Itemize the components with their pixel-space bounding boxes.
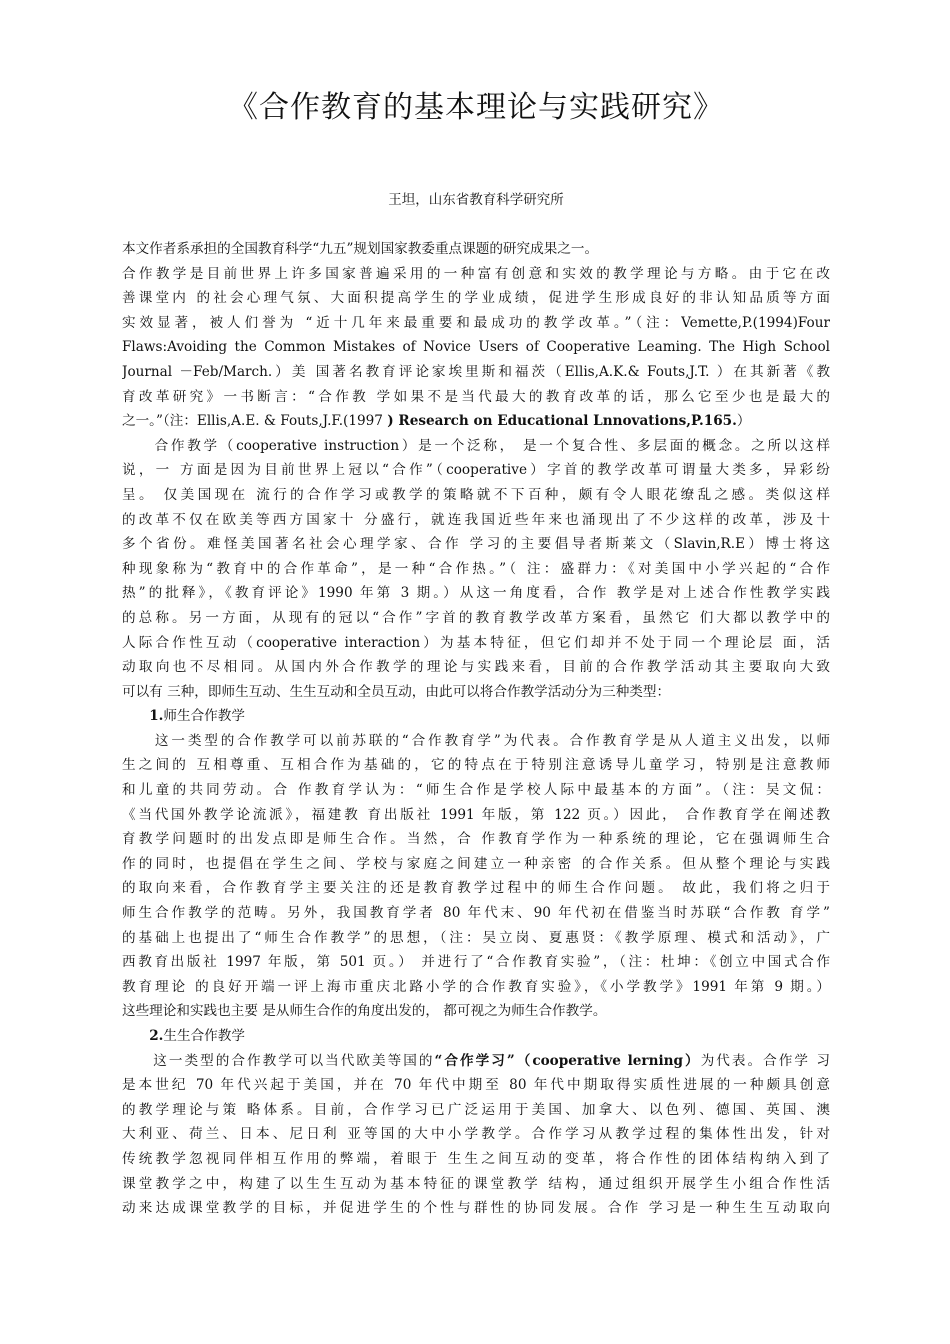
text-line (122, 753, 830, 778)
text-line (122, 581, 830, 606)
bold-text: ) Research on Educational Lnnovations,P.165. (387, 413, 737, 430)
line-text: 育教学问题时的出发点即是师生合作。当然，合 作教育学作为一种系统的理论，它在强调师生合 (122, 831, 830, 848)
line-text: 说，一 方面是因为目前世界上冠以“合作”（cooperative）字首的教学改革可谓量大类多，异彩纷 (122, 462, 830, 479)
page-title: 《合作教育的基本理论与实践研究》 (228, 90, 724, 125)
text-line (122, 335, 830, 360)
bold-text: 2. (149, 1028, 164, 1044)
text-line (122, 901, 830, 926)
line-text: 这一类型的合作教学可以前苏联的“合作教育学”为代表。合作教育学是从人道主义出发，以师 (122, 732, 830, 749)
line-text: 生生合作教学 (163, 1028, 245, 1044)
line-text: 《当代国外教学论流派》，福建教 育出版社 1991 年版，第 122 页。）因此， 合作教育学在阐述教 (122, 806, 830, 823)
text-line (122, 237, 830, 262)
line-text: 是本世纪 70 年代兴起于美国，并在 70 年代中期至 80 年代中期取得实质性进展的一种颇具创意 (122, 1077, 830, 1094)
line-text: ） (736, 413, 751, 430)
text-line (122, 1122, 830, 1147)
line-text (122, 1028, 149, 1044)
line-text: 教育理论 的良好开端一评上海市重庆北路小学的合作教育实验》，《小学教学》1991 年第 9 期。） (122, 978, 830, 995)
line-text: 大利亚、荷兰、日本、尼日利 亚等国的大中小学教学。合作学习从教学过程的集体性出发，针对 (122, 1126, 830, 1143)
line-text: 的改革不仅在欧美等西方国家十 分盛行，就连我国近些年来也涌现出了不少这样的改革，涉及十 (122, 511, 830, 528)
line-text: 之一。”（注：Ellis,A.E. & Fouts,J.F.(1997 (122, 413, 388, 430)
text-line (122, 1196, 830, 1221)
text-line (122, 458, 830, 483)
line-text: 本文作者系承担的全国教育科学“九五”规划国家教委重点课题的研究成果之一。 (122, 241, 599, 257)
text-line (122, 557, 830, 582)
text-line (122, 532, 830, 557)
text-line (122, 1024, 830, 1049)
text-line (122, 483, 830, 508)
line-text: 为代表。合作学 习 (700, 1052, 830, 1069)
text-line (122, 631, 830, 656)
author-line: 王坦，山东省教育科学研究所 (388, 192, 564, 208)
line-text: 这一类型的合作教学可以当代欧美等国的 (122, 1052, 435, 1069)
line-text: 作的同时，也提倡在学生之间、学校与家庭之间建立一种亲密 的合作关系。但从整个理论与实践 (122, 855, 830, 872)
line-text: 的取向来看，合作教育学主要关注的还是教育教学过程中的师生合作问题。 故此，我们将之归于 (122, 880, 830, 897)
line-text: 师生合作教学的范畴。另外，我国教育学者 80 年代末、90 年代初在借鉴当时苏联“合作教 育学” (122, 905, 830, 922)
text-line (122, 360, 830, 385)
text-line (122, 286, 830, 311)
text-line (122, 680, 830, 705)
text-line (122, 852, 830, 877)
text-line (122, 975, 830, 1000)
line-text: 热”的批释》，《教育评论》1990 年第 3 期。）从这一角度看，合作 教学是对上述合作性教学实践 (122, 585, 830, 602)
line-text (122, 708, 149, 724)
text-line (122, 803, 830, 828)
line-text: 善课堂内 的社会心理气氛、大面积提高学生的学业成绩，促进学生形成良好的非认知品质等方面 (122, 290, 830, 307)
line-text: 可以有 三种，即师生互动、生生互动和全员互动，由此可以将合作教学活动分为三种类型： (122, 683, 671, 700)
text-line (122, 950, 830, 975)
text-line (122, 1049, 830, 1074)
line-text: 种现象称为“教育中的合作革命”，是一种“合作热。”（ 注：盛群力：《对美国中小学兴起的“合作 (122, 560, 830, 577)
text-line (122, 729, 830, 754)
line-text: 传统教学忽视同伴相互作用的弊端，着眼于 生生之间互动的变革，将合作性的团体结构纳入到了 (122, 1150, 830, 1167)
line-text: 西教育出版社 1997 年版，第 501 页。） 并进行了“合作教育实验”，（注：杜坤：《创立中国式合作 (122, 954, 830, 971)
text-line (122, 1073, 830, 1098)
bold-text: “合作学习”（cooperative lerning） (434, 1052, 701, 1069)
line-text: 课堂教学之中，构建了以生生互动为基本特征的课堂教学 结构，通过组织开展学生小组合作性活 (122, 1175, 830, 1192)
line-text: 动取向也不尽相同。从国内外合作教学的理论与实践来看，目前的合作教学活动其主要取向大致 (122, 659, 830, 676)
line-text: 实效显著，被人们誉为 “近十几年来最重要和最成功的教学改革。”（注：Vemette,P.(1994)Four (122, 314, 830, 331)
line-text: 育改革研究》一书断言：“合作教 学如果不是当代最大的教育改革的话，那么它至少也是最大的 (122, 388, 830, 405)
line-text: 和儿童的共同劳动。合 作教育学认为：“师生合作是学校人际中最基本的方面”。（注：吴文侃： (122, 782, 830, 799)
line-text: 人际合作性互动（cooperative interaction）为基本特征，但它们却并不处于同一个理论层 面，活 (122, 634, 830, 651)
text-line (122, 262, 830, 287)
text-line (122, 778, 830, 803)
bold-text: 1. (149, 708, 164, 725)
text-line (122, 311, 830, 336)
line-text: Flaws:Avoiding the Common Mistakes of Novice Users of Cooperative Leaming. The High School (122, 339, 830, 356)
text-line (122, 926, 830, 951)
text-line (122, 1172, 830, 1197)
text-line (122, 827, 830, 852)
line-text: 合作教学（cooperative instruction）是一个泛称， 是一个复合性、多层面的概念。之所以这样 (122, 437, 830, 454)
line-text: 呈。 仅美国现在 流行的合作学习或教学的策略就不下百种，颇有令人眼花缭乱之感。类似这样 (122, 486, 830, 503)
text-line (122, 704, 830, 729)
line-text: 师生合作教学 (163, 708, 245, 725)
text-line (122, 606, 830, 631)
line-text: 的教学理论与策 略体系。目前，合作学习已广泛运用于美国、加拿大、以色列、德国、英国、澳 (122, 1101, 830, 1118)
text-line (122, 434, 830, 459)
text-line (122, 1147, 830, 1172)
article-body (122, 237, 830, 1221)
line-text: 的总称。另一方面，从现有的冠以“合作”字首的教育教学改革方案看，虽然它 们大都以教学中的 (122, 609, 830, 626)
line-text: Journal －Feb/March.）美 国著名教育评论家埃里斯和福茨（Ellis,A.K.& Fouts,J.T. ）在其新著《教 (122, 363, 830, 380)
line-text: 生之间的 互相尊重、互相合作为基础的，它的特点在于特别注意诱导儿童学习，特别是注意教师 (122, 757, 830, 774)
text-line (122, 409, 830, 434)
line-text: 多个省份。难怪美国著名社会心理学家、合作 学习的主要倡导者斯莱文（Slavin,R.E）博士将这 (122, 536, 830, 553)
text-line (122, 385, 830, 410)
text-line (122, 999, 830, 1024)
text-line (122, 508, 830, 533)
text-line (122, 1098, 830, 1123)
line-text: 动来达成课堂教学的目标，并促进学生的个性与群性的协同发展。合作 学习是一种生生互动取向 (122, 1200, 830, 1217)
text-line (122, 655, 830, 680)
line-text: 的基础上也提出了“师生合作教学”的思想，（注：吴立岗、夏惠贤：《教学原理、模式和活动》，广 (122, 929, 830, 946)
text-line (122, 876, 830, 901)
line-text: 这些理论和实践也主要 是从师生合作的角度出发的， 都可视之为师生合作教学。 (122, 1003, 607, 1020)
line-text: 合作教学是目前世界上许多国家普遍采用的一种富有创意和实效的教学理论与方略。由于它在改 (122, 265, 830, 282)
